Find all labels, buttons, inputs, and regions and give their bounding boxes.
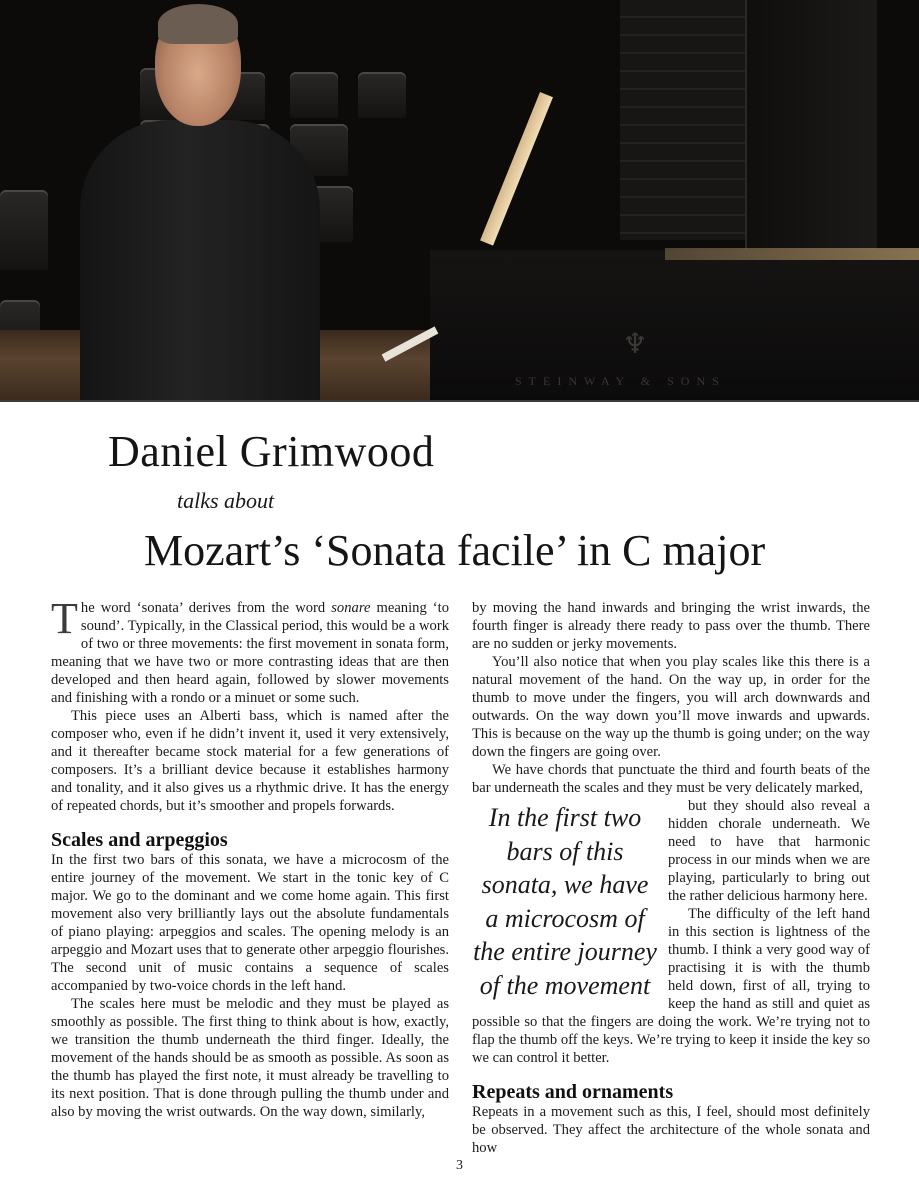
right-column bbox=[472, 599, 870, 1157]
section-heading-repeats: Repeats and ornaments bbox=[472, 1081, 674, 1103]
pull-quote: In the first two bars of this sonata, we have a microcosm of the entire journey of the movement bbox=[473, 803, 657, 1000]
body-paragraph: In the first two bars of this sonata, we have a microcosm of the entire journey of the movement. We start in the tonic key of C major. We go to the dominant and we come home again. This first movement also very brilliantly lays out the absolute fundamentals of piano playing: arpeggios and scales. The opening melody is an arpeggio and Mozart uses that to generate other arpeggio flourishes. The second unit of music contains a sequence of scales accompanied by two-voice chords in the left hand. bbox=[51, 852, 449, 994]
photo-border bbox=[0, 400, 919, 402]
concert-seat bbox=[0, 190, 48, 270]
pianist-hair bbox=[158, 4, 238, 44]
body-paragraph: by moving the hand inwards and bringing the wrist inwards, the fourth finger is already there ready to pass over the thumb. There are no sudden or jerky movements. bbox=[472, 600, 870, 652]
body-paragraph: We have chords that punctuate the third and fourth beats of the bar underneath the scales and they must be very delicately marked, bbox=[472, 762, 870, 796]
latin-term: sonare bbox=[331, 600, 371, 616]
lyre-logo-icon: ♆ bbox=[622, 329, 648, 360]
body-paragraph: but they should also reveal a hidden chorale underneath. We need to have that harmonic process in our minds when we are playing, particularly to bring out the rather delicious harmony here. bbox=[668, 798, 870, 904]
concert-seat bbox=[358, 72, 406, 118]
section-heading-scales: Scales and arpeggios bbox=[51, 829, 228, 851]
piano-rim bbox=[665, 248, 919, 260]
author-name: Daniel Grimwood bbox=[108, 427, 435, 476]
intro-paragraph: The word ‘sonata’ derives from the word sonare meaning ‘to sound’. Typically, in the Classical period, this would be a work of two or three movements: the first movement in sonata form, meaning that we have two or more contrasting ideas that are then developed and then heard again, followed by slower movements and finishing with a rondo or a minuet or some such. bbox=[51, 594, 449, 706]
page-number: 3 bbox=[456, 1158, 463, 1173]
body-paragraph: This piece uses an Alberti bass, which is named after the composer who, even if he didn’t invent it, used it very extensively, and it thereafter became stock material for a few generations of composers. It’s a brilliant device because it establishes harmony and tonality, and it also gives us a rhythmic drive. It has the energy of repeated chords, but it’s smoother and propels forwards. bbox=[51, 708, 449, 814]
piano-brand-text: STEINWAY & SONS bbox=[515, 374, 726, 388]
body-paragraph: The difficulty of the left hand in this section is lightness of the thumb. I think a very good way of practising it is with the thumb held down, first of all, trying to keep the hand as still and quiet as possible so that the fingers are doing the work. We’re trying not to flap the thumb off the keys. We’re trying to keep it inside the key so we can control it better. bbox=[472, 906, 870, 1066]
sheet-music bbox=[480, 92, 553, 246]
article-title: Mozart’s ‘Sonata facile’ in C major bbox=[144, 526, 766, 575]
body-paragraph: You’ll also notice that when you play scales like this there is a natural movement of the hand. On the way up, in order for the thumb to move under the fingers, you will arch downwards and outwards. On the way down you’ll move inwards and upwards. This is because on the way up the thumb is going under; on the way down the fingers are going over. bbox=[472, 654, 870, 760]
drop-cap: T bbox=[51, 594, 78, 643]
body-paragraph: Repeats in a movement such as this, I feel, should most definitely be observed. They affect the architecture of the whole sonata and how bbox=[472, 1104, 870, 1156]
left-column bbox=[51, 594, 449, 1121]
body-paragraph: The scales here must be melodic and they must be played as smoothly as possible. The first thing to think about is how, exactly, we transition the thumb underneath the third finger. Ideally, the movement of the hands should be as smooth as possible. As soon as the thumb has played the first note, it must already be travelling to its next position. That is done through pulling the thumb under and also by moving the wrist outwards. On the way down, similarly, bbox=[51, 996, 449, 1120]
pianist-body bbox=[80, 120, 320, 402]
piano-lid bbox=[745, 0, 877, 260]
hero-photo bbox=[0, 0, 919, 402]
concert-seat bbox=[290, 72, 338, 118]
connector-text: talks about bbox=[177, 488, 275, 513]
